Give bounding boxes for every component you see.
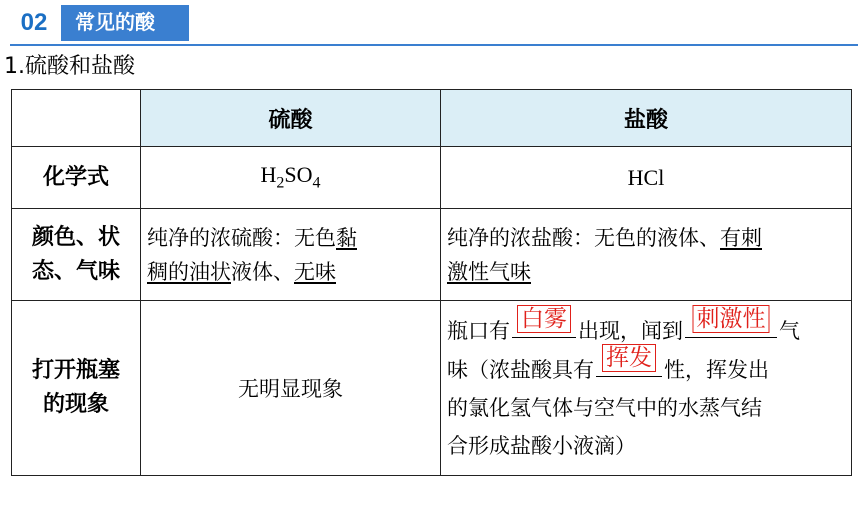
row-label-opening-line2: 的现象 [42, 392, 109, 417]
opening-hcl-p4: 味（浓盐酸具有 [447, 358, 594, 382]
appearance-sulfuric-text1: 纯净的浓硫酸：无色 [147, 225, 336, 250]
row-label-opening [12, 301, 141, 476]
row-label-opening-line1: 打开瓶塞 [31, 358, 120, 383]
table-header-row [12, 90, 852, 147]
header-divider [10, 44, 858, 46]
answer-blank-3 [596, 345, 662, 377]
appearance-sulfuric-text2: 液体、 [231, 259, 294, 284]
opening-hcl-p3: 气 [779, 319, 800, 343]
appearance-sulfuric-underline1: 黏 [336, 225, 357, 250]
opening-hcl-p6: 的氯化氢气体与空气中的水蒸气结 [447, 396, 762, 420]
appearance-sulfuric [141, 209, 441, 301]
appearance-hydrochloric [441, 209, 852, 301]
appearance-hcl-text1: 纯净的浓盐酸：无色的液体、 [447, 225, 720, 250]
table-row-opening [12, 301, 852, 476]
row-label-appearance-line2: 态、气味 [31, 258, 120, 284]
opening-hcl-p2: 出现，闻到 [578, 319, 683, 343]
appearance-hcl-underline2: 激性气味 [447, 259, 531, 284]
answer-1: 白雾 [517, 305, 571, 333]
h2so4-sub-2: 2 [276, 174, 285, 192]
opening-hcl-p5: 性，挥发出 [664, 358, 769, 382]
answer-blank-2 [685, 306, 777, 338]
acid-comparison-table [11, 89, 852, 476]
opening-hydrochloric [441, 301, 852, 476]
opening-hcl-p7: 合形成盐酸小液滴） [447, 434, 636, 458]
col-header-hydrochloric: 盐酸 [441, 90, 852, 147]
table-row-appearance [12, 209, 852, 301]
row-label-formula: 化学式 [12, 147, 141, 209]
table-row-formula [12, 147, 852, 209]
row-label-appearance [12, 209, 141, 301]
appearance-sulfuric-underline2: 稠的油状 [147, 259, 231, 284]
section-title: 常见的酸 [61, 5, 189, 41]
answer-blank-1 [512, 306, 576, 338]
answer-2: 刺激性 [693, 305, 770, 333]
formula-sulfuric [141, 147, 441, 209]
header-empty-cell [12, 90, 141, 147]
h2so4-h: H [260, 162, 277, 188]
appearance-sulfuric-underline3: 无味 [294, 259, 336, 284]
subtitle: 1.硫酸和盐酸 [4, 54, 135, 79]
appearance-hcl-underline1: 有刺 [720, 225, 762, 250]
answer-3: 挥发 [602, 344, 656, 372]
opening-hcl-p1: 瓶口有 [447, 319, 510, 343]
h2so4-so: SO [284, 162, 313, 188]
h2so4-sub-4: 4 [312, 174, 321, 192]
opening-sulfuric: 无明显现象 [141, 301, 441, 476]
col-header-sulfuric: 硫酸 [141, 90, 441, 147]
formula-hydrochloric: HCl [441, 147, 852, 209]
section-number: 02 [20, 9, 48, 36]
row-label-appearance-line1: 颜色、状 [31, 224, 120, 250]
